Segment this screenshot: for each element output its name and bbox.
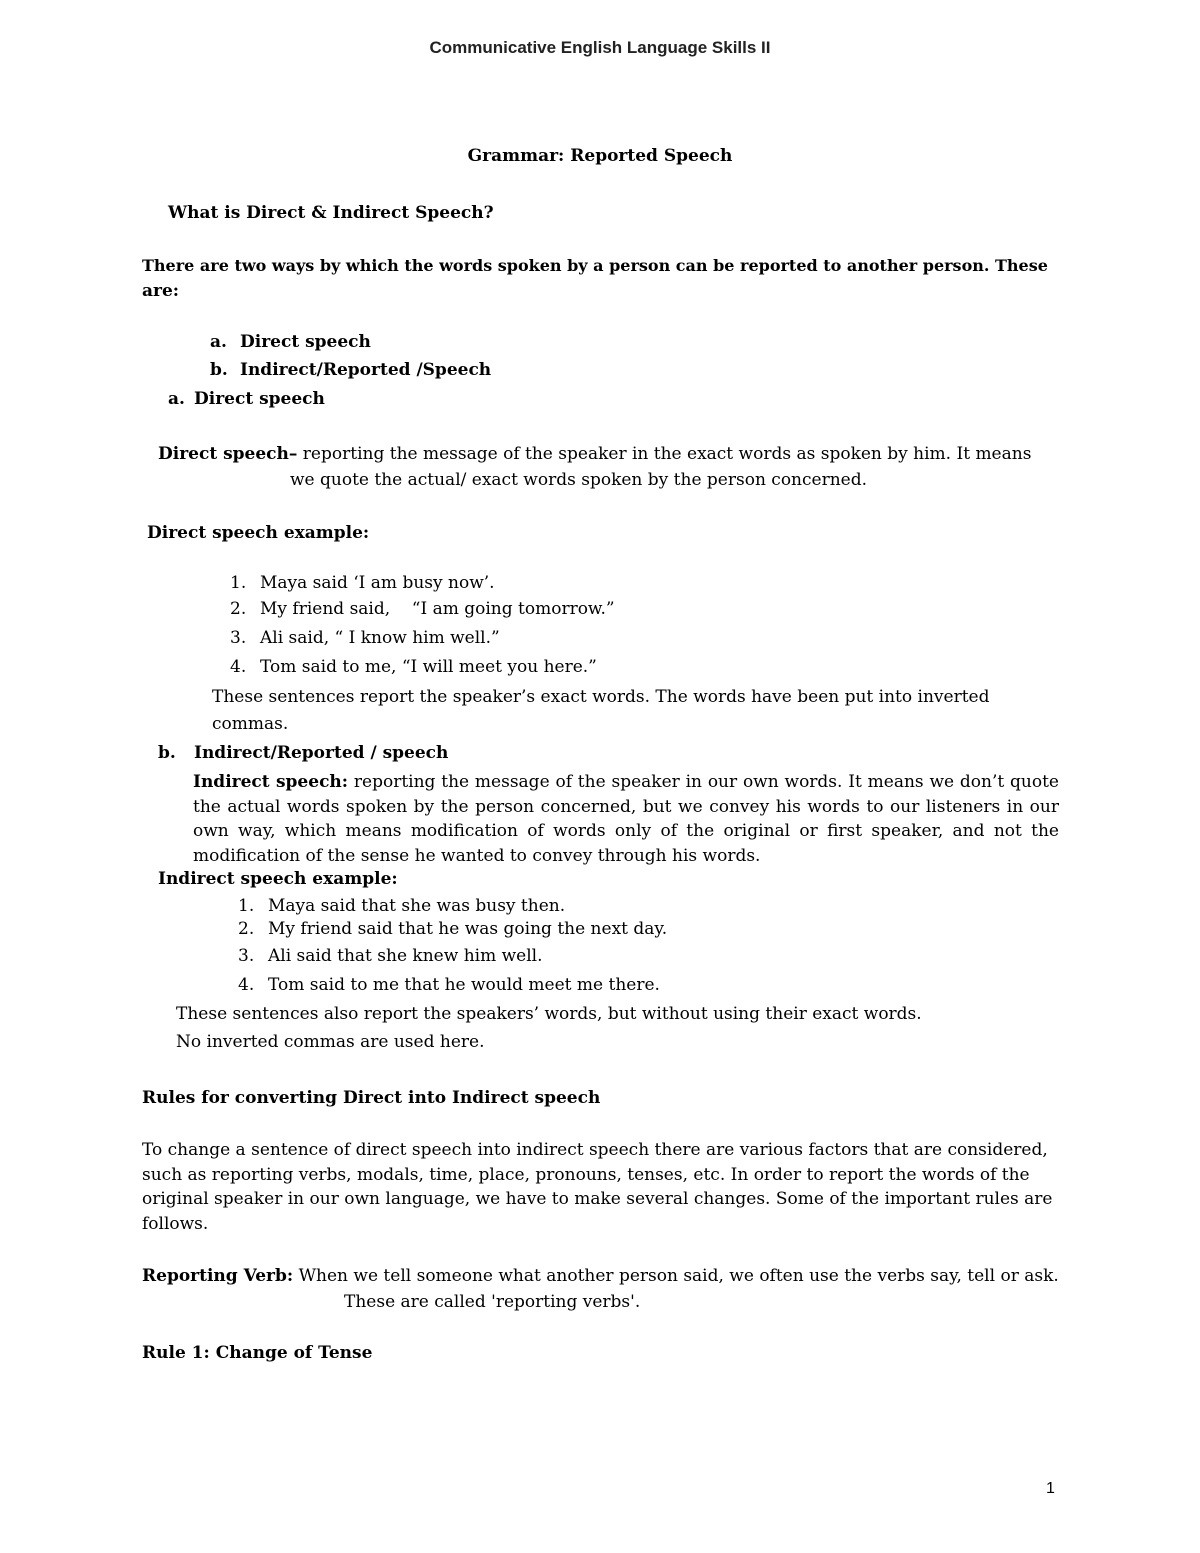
list-item: 2. My friend said, “I am going tomorrow.” — [230, 599, 615, 619]
list-item: 2. My friend said that he was going the next day. — [238, 919, 668, 939]
page-title: Grammar: Reported Speech — [467, 146, 733, 166]
rule-1-heading: Rule 1: Change of Tense — [142, 1343, 373, 1363]
rules-intro: To change a sentence of direct speech into indirect speech there are various factors that are considered, such as reporting verbs, modals, time, place, pronouns, tenses, etc. In order to report the words of the original speaker in our own language, we have to make several changes. Some of the important rules are follows. — [142, 1140, 1053, 1234]
direct-note-line-2: commas. — [212, 714, 289, 734]
direct-speech-definition-cont: we quote the actual/ exact words spoken by the person concerned. — [290, 470, 868, 490]
reporting-verb-line-2: These are called 'reporting verbs'. — [344, 1292, 641, 1312]
direct-speech-definition: Direct speech– reporting the message of the speaker in the exact words as spoken by him. It means — [158, 444, 1032, 464]
list-item: 3. Ali said, “ I know him well.” — [230, 628, 500, 648]
reporting-verb-term: Reporting Verb: — [142, 1266, 294, 1286]
list-item: 1. Maya said that she was busy then. — [238, 896, 566, 916]
section-b-heading: b. Indirect/Reported / speech — [158, 743, 449, 763]
section-a-heading: a. Direct speech — [168, 389, 325, 409]
reporting-verb-line-1: Reporting Verb: When we tell someone what another person said, we often use the verbs say, tell or ask. — [142, 1266, 1059, 1286]
indirect-speech-definition: Indirect speech: reporting the message of the speaker in our own words. It means we don’t quote the actual words spoken by the person concerned, but we convey his words to our listeners in our own way, which means modification of words only of the original or first speaker, and not the modification of the sense he wanted to convey through his words. — [193, 772, 1059, 866]
indirect-speech-term: Indirect speech: — [193, 772, 349, 792]
intro-line-1: There are two ways by which the words spoken by a person can be reported to another person. These — [142, 256, 1048, 275]
indirect-example-heading: Indirect speech example: — [158, 869, 398, 889]
direct-note-line-1: These sentences report the speaker’s exact words. The words have been put into inverted — [212, 687, 990, 707]
list-item: 3. Ali said that she knew him well. — [238, 946, 543, 966]
list-item: 4. Tom said to me, “I will meet you here.” — [230, 657, 597, 677]
indirect-note-line-1: These sentences also report the speakers’ words, but without using their exact words. — [176, 1004, 922, 1024]
running-header: Communicative English Language Skills II — [429, 38, 771, 57]
type-list-item: a. Direct speech — [210, 332, 371, 352]
page-number: 1 — [1046, 1480, 1055, 1497]
question-heading: What is Direct & Indirect Speech? — [168, 203, 494, 223]
direct-speech-term: Direct speech– — [158, 444, 298, 464]
direct-example-heading: Direct speech example: — [147, 523, 370, 543]
intro-line-2: are: — [142, 281, 180, 301]
indirect-note-line-2: No inverted commas are used here. — [176, 1032, 485, 1052]
list-item: 1. Maya said ‘I am busy now’. — [230, 573, 495, 593]
type-list-item: b. Indirect/Reported /Speech — [210, 360, 492, 380]
list-item: 4. Tom said to me that he would meet me there. — [238, 975, 660, 995]
rules-heading: Rules for converting Direct into Indirect speech — [142, 1088, 601, 1108]
